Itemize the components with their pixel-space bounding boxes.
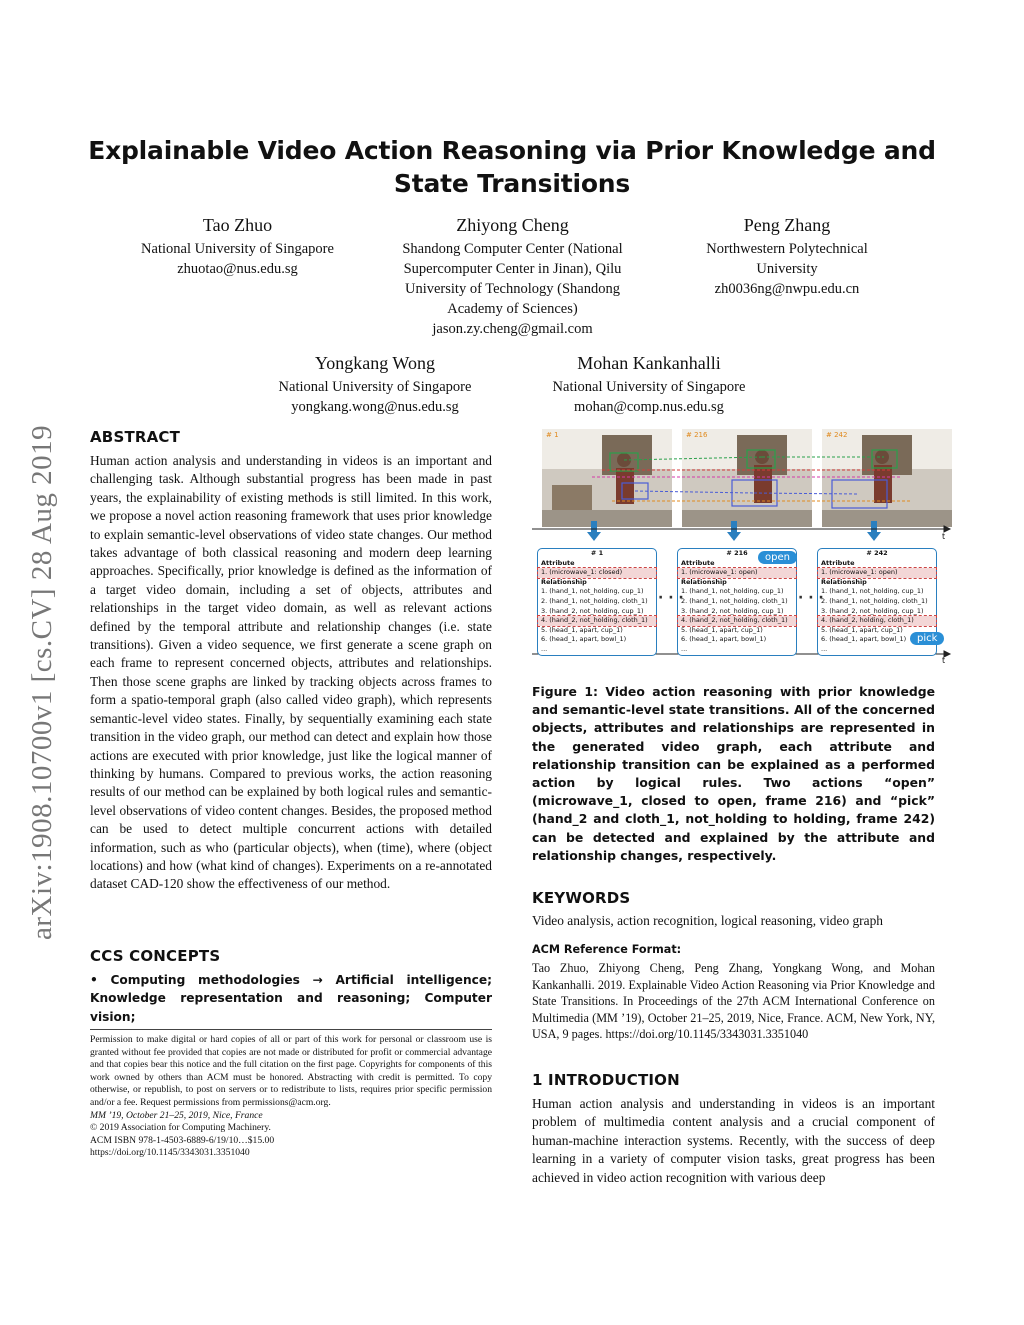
relationship-row: 2. (hand_1, not_holding, cloth_1) [681,596,788,605]
attribute-label: Attribute [821,558,855,567]
author-affiliation: Northwestern Polytechnical [706,241,868,257]
isbn-line: ACM ISBN 978-1-4503-6889-6/19/10…$15.00 [90,1134,275,1146]
attribute-label: Attribute [541,558,575,567]
author-block [250,351,500,417]
author-email: zh0036ng@nwpu.edu.cn [714,281,860,297]
relationship-row: 2. (hand_1, not_holding, cloth_1) [541,596,648,605]
intro-heading: 1 INTRODUCTION [532,1071,680,1089]
author-email: yongkang.wong@nus.edu.sg [291,399,459,415]
abstract-heading: ABSTRACT [90,428,181,446]
author-name: Tao Zhuo [202,215,273,235]
ccs-heading: CCS CONCEPTS [90,947,221,965]
author-affiliation: Academy of Sciences) [447,301,578,317]
abstract-text: Human action analysis and understanding in videos is an important and challenging task. Although substantial progress has been made in past years, the explainability of existing methods is still limited. In this work, we propose a novel action reasoning framework that uses prior knowledge to explain semantic-level observations of video state changes. Our method takes advantage of both classical reasoning and modern deep learning approaches. Specifically, prior knowledge is defined as the information of a target video domain, including a set of objects, attributes and relationships in the target video domain, as well as relevant actions defined by the temporal attribute and relationship changes (i.e. state transitions). Given a video sequence, we first generate a scene graph on each frame to represent concerned objects, attributes and relationships. Then those scene graphs are linked by tracking objects across frames to form a spatio-temporal graph (also called video graph), which represents semantic-level video states. Finally, by sequentially examining each state transition in the video graph, our method can detect and explain how those actions are executed with prior knowledge, just like the logical manner of thinking by humans. Compared to previous works, the action reasoning results of our method can be explained by both logical rules and semantic-level observations of video content changes. Besides, the proposed method can be used to detect multiple concurrent actions with detailed information, such as who (particular objects), when (time), where (object locations) and how (what kind of changes). Experiments on a re-annotated dataset CAD-120 show the effectiveness of our method. [90,453,492,892]
action-bubble-pick: pick [910,632,944,645]
author-block [110,213,365,279]
action-bubble-open: open [758,551,797,564]
author-affiliation: University of Technology (Shandong [405,281,620,297]
relationship-row: 3. (hand_2, not_holding, cup_1) [681,606,784,615]
permission-notice [90,1034,492,1160]
panel-frame-id: # 216 [726,549,748,557]
relationship-label: Relationship [681,577,727,586]
ellipsis: · · · [658,590,684,606]
author-name: Yongkang Wong [315,353,435,373]
keywords-heading: KEYWORDS [532,889,631,907]
time-axis-label: t [942,656,946,665]
relationship-row: 5. (head_1, apart, cup_1) [681,625,763,634]
author-affiliation: National University of Singapore [278,379,472,395]
relationship-label: Relationship [821,577,867,586]
attribute-row: 1. (microwave_1: closed) [538,568,656,578]
relationship-row: 5. (head_1, apart, cup_1) [821,625,903,634]
author-block [524,351,774,417]
frame-label: # 242 [826,431,848,439]
attribute-label: Attribute [681,558,715,567]
author-name: Mohan Kankanhalli [577,353,721,373]
relationship-row: 1. (hand_1, not_holding, cup_1) [681,587,784,596]
relationship-row: 2. (hand_1, not_holding, cloth_1) [821,596,928,605]
time-axis-label: t [942,532,946,541]
paper-title: Explainable Video Action Reasoning via Prior Knowledge and State Transitions [88,136,936,198]
figure-caption: Figure 1: Video action reasoning with prior knowledge and semantic-level state transitions. All of the concerned objects, attributes and relationships are represented in the generated video graph, each attribute and relationship transition can be explained as a performed action by logical rules. Two actions “open” (microwave_1, closed to open, frame 216) and “pick” (hand_2 and cloth_1, not_holding to holding, frame 242) can be detected and explained by the attribute and relationship changes, respectively. [532,684,935,863]
video-frame-216 [682,429,812,527]
video-frame-1 [542,429,672,527]
relationship-row: ... [541,644,548,653]
footnote-rule [90,1029,492,1030]
state-panel-frame-216 [677,548,797,656]
author-name: Zhiyong Cheng [456,215,569,235]
relationship-row: ... [681,644,688,653]
author-affiliation: National University of Singapore [552,379,746,395]
author-block [672,213,902,299]
author-name: Peng Zhang [743,215,831,235]
panel-frame-id: # 242 [866,549,888,557]
author-block [380,213,645,339]
arxiv-stamp: arXiv:1908.10700v1 [cs.CV] 28 Aug 2019 [26,424,58,940]
frame-label: # 1 [546,431,559,439]
relationship-row: 1. (hand_1, not_holding, cup_1) [541,587,644,596]
reference-heading: ACM Reference Format: [532,943,682,956]
panel-frame-id: # 1 [590,549,604,557]
relationship-label: Relationship [541,577,587,586]
keywords-text: Video analysis, action recognition, logical reasoning, video graph [532,913,883,928]
author-affiliation: University [756,261,818,277]
ellipsis: · · · [798,590,824,606]
author-email: jason.zy.cheng@gmail.com [432,321,593,337]
relationship-row: 1. (hand_1, not_holding, cup_1) [821,587,924,596]
relationship-row: 6. (head_1, apart, bowl_1) [541,635,627,644]
video-frame-242 [822,429,952,527]
author-email: zhuotao@nus.edu.sg [177,261,298,277]
author-affiliation: National University of Singapore [141,241,334,257]
state-panel-frame-1 [537,548,657,656]
copyright-line: © 2019 Association for Computing Machinery. [90,1122,271,1134]
doi-line: https://doi.org/10.1145/3343031.3351040 [90,1147,250,1159]
relationship-row: ... [821,644,828,653]
relationship-row: 3. (hand_2, not_holding, cup_1) [821,606,924,615]
relationship-row: 4. (hand_2, holding, cloth_1) [818,616,936,626]
relationship-row: 6. (head_1, apart, bowl_1) [821,635,907,644]
relationship-row: 4. (hand_2, not_holding, cloth_1) [538,616,656,626]
reference-text: Tao Zhuo, Zhiyong Cheng, Peng Zhang, Yongkang Wong, and Mohan Kankanhalli. 2019. Explainable Video Action Reasoning via Prior Knowledge and State Transitions. In Proceedings of the 27th ACM International Conference on Multimedia (MM ’19), October 21–25, 2019, Nice, France. ACM, New York, NY, USA, 9 pages. https://doi.org/10.1145/3343031.3351040 [532,961,935,1041]
abstract-body [90,452,492,894]
ccs-concepts: • Computing methodologies → Artificial intelligence; Knowledge representation and reasoning; Computer vision; [90,973,492,1024]
relationship-row: 3. (hand_2, not_holding, cup_1) [541,606,644,615]
author-affiliation: Supercomputer Center in Jinan), Qilu [403,261,622,277]
relationship-row: 6. (head_1, apart, bowl_1) [681,635,767,644]
permission-text: Permission to make digital or hard copies of all or part of this work for personal or classroom use is granted without fee provided that copies are not made or distributed for profit or commercial advantage and that copies bear this notice and the full citation on the first page. Copyrights for components of this work owned by others than ACM must be honored. Abstracting with credit is permitted. To copy otherwise, or republish, to post on servers or to redistribute to lists, requires prior specific permission and/or a fee. Request permissions from permissions@acm.org. [90,1034,492,1108]
frame-label: # 216 [686,431,708,439]
relationship-row: 4. (hand_2, not_holding, cloth_1) [678,616,796,626]
venue-line: MM ’19, October 21–25, 2019, Nice, France [90,1109,263,1121]
author-email: mohan@comp.nus.edu.sg [574,399,724,415]
relationship-row: 5. (head_1, apart, cup_1) [541,625,623,634]
intro-text: Human action analysis and understanding in videos is an important problem of multimedia content analysis and a crucial component of human-machine interaction systems. Recently, with the success of deep learning in a variety of computer vision tasks, great progress has been achieved in video action recognition with various deep [532,1096,935,1185]
author-affiliation: Shandong Computer Center (National [402,241,623,257]
attribute-row: 1. (microwave_1: open) [818,568,936,578]
attribute-row: 1. (microwave_1: open) [678,568,796,578]
